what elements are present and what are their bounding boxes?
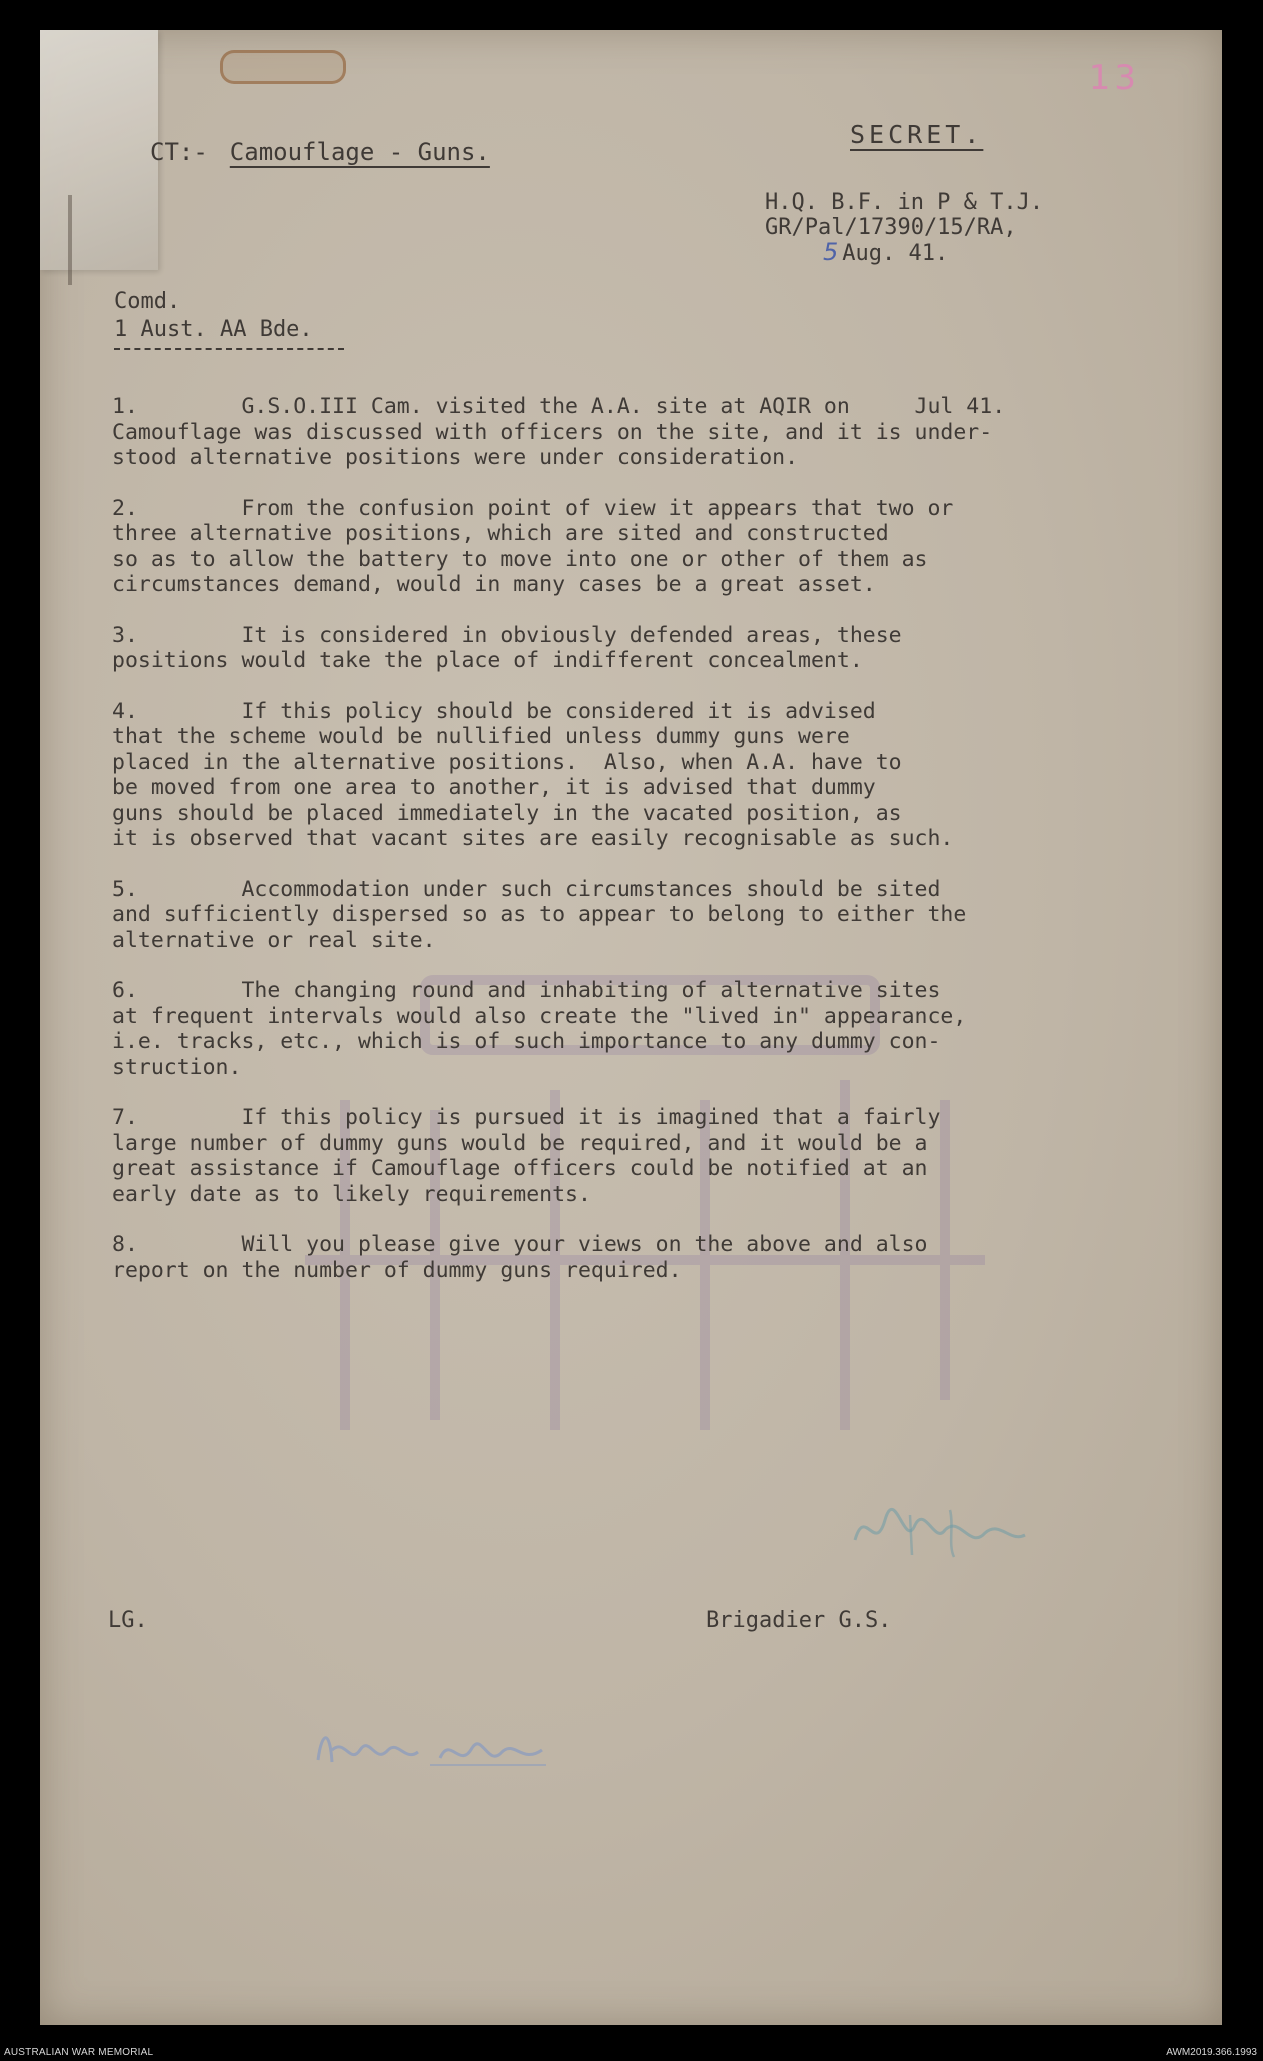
letter-body [112,394,1172,1283]
hq-line: H.Q. B.F. in P & T.J. [765,190,1044,215]
handwritten-signature [310,1720,550,1780]
paragraph-7: 7. If this policy is pursued it is imagined that a fairly large number of dummy guns would be required, and it would be a great assistance if Camouflage officers could be notified at an early date as to likely requirements. [112,1105,941,1207]
subject-label: CT:- [150,138,208,166]
paragraph-5: 5. Accommodation under such circumstances should be sited and sufficiently dispersed so as to appear to belong to either the alternative or real site. [112,876,967,953]
paragraph-3: 3. It is considered in obviously defended areas, these positions would take the place of indifferent concealment. [112,622,902,673]
signer-title: Brigadier G.S. [706,1608,892,1633]
folio-number: 13 [1088,58,1140,98]
reference-initials: LG. [108,1608,148,1633]
catalogue-number: AWM2019.366.1993 [1166,2047,1257,2058]
document-page [40,30,1222,2025]
paragraph-8: 8. Will you please give your views on the above and also report on the number of dummy guns required. [112,1232,928,1283]
paragraph-1: 1. G.S.O.III Cam. visited the A.A. site at AQIR on Jul 41. Camouflage was discussed with officers on the site, and it is under- stood alternative positions were under consideration. [112,394,1006,470]
date-text: Aug. 41. [842,241,949,266]
paragraph-6: 6. The changing round and inhabiting of alternative sites at frequent intervals would also create the "lived in" appearance, i.e. tracks, etc., which is of such importance to any dummy con- struction. [112,978,967,1080]
paragraph-2: 2. From the confusion point of view it appears that two or three alternative positions, which are sited and constructed so as to allow the battery to move into one or other of them as circumstances demand, would in many cases be a great asset. [112,495,954,597]
file-reference: GR/Pal/17390/15/RA, [765,215,1017,240]
paragraph-4: 4. If this policy should be considered it is advised that the scheme would be nullified unless dummy guns were placed in the alternative positions. Also, when A.A. have to be moved from one area to another, it is advised that dummy guns should be placed immediately in the vacated position, as it is observed that vacant sites are easily recognisable as such. [112,698,954,851]
recipient-line: 1 Aust. AA Bde. [114,317,313,342]
adhesive-tape [40,30,158,270]
classification-marking: SECRET. [850,120,984,149]
subject-line [150,138,490,166]
divider-rule [114,348,344,350]
recipient-block [114,288,313,344]
subject-title: Camouflage - Guns. [229,138,490,166]
recipient-line: Comd. [114,289,181,314]
handwritten-day: 5 [823,238,839,266]
headquarters-block [765,190,1043,266]
pin-mark [68,195,72,285]
handwritten-initials [850,1495,1030,1565]
archive-credit: AUSTRALIAN WAR MEMORIAL [4,2047,154,2058]
document-date [765,240,1043,266]
paperclip-rust-stain [220,50,346,84]
